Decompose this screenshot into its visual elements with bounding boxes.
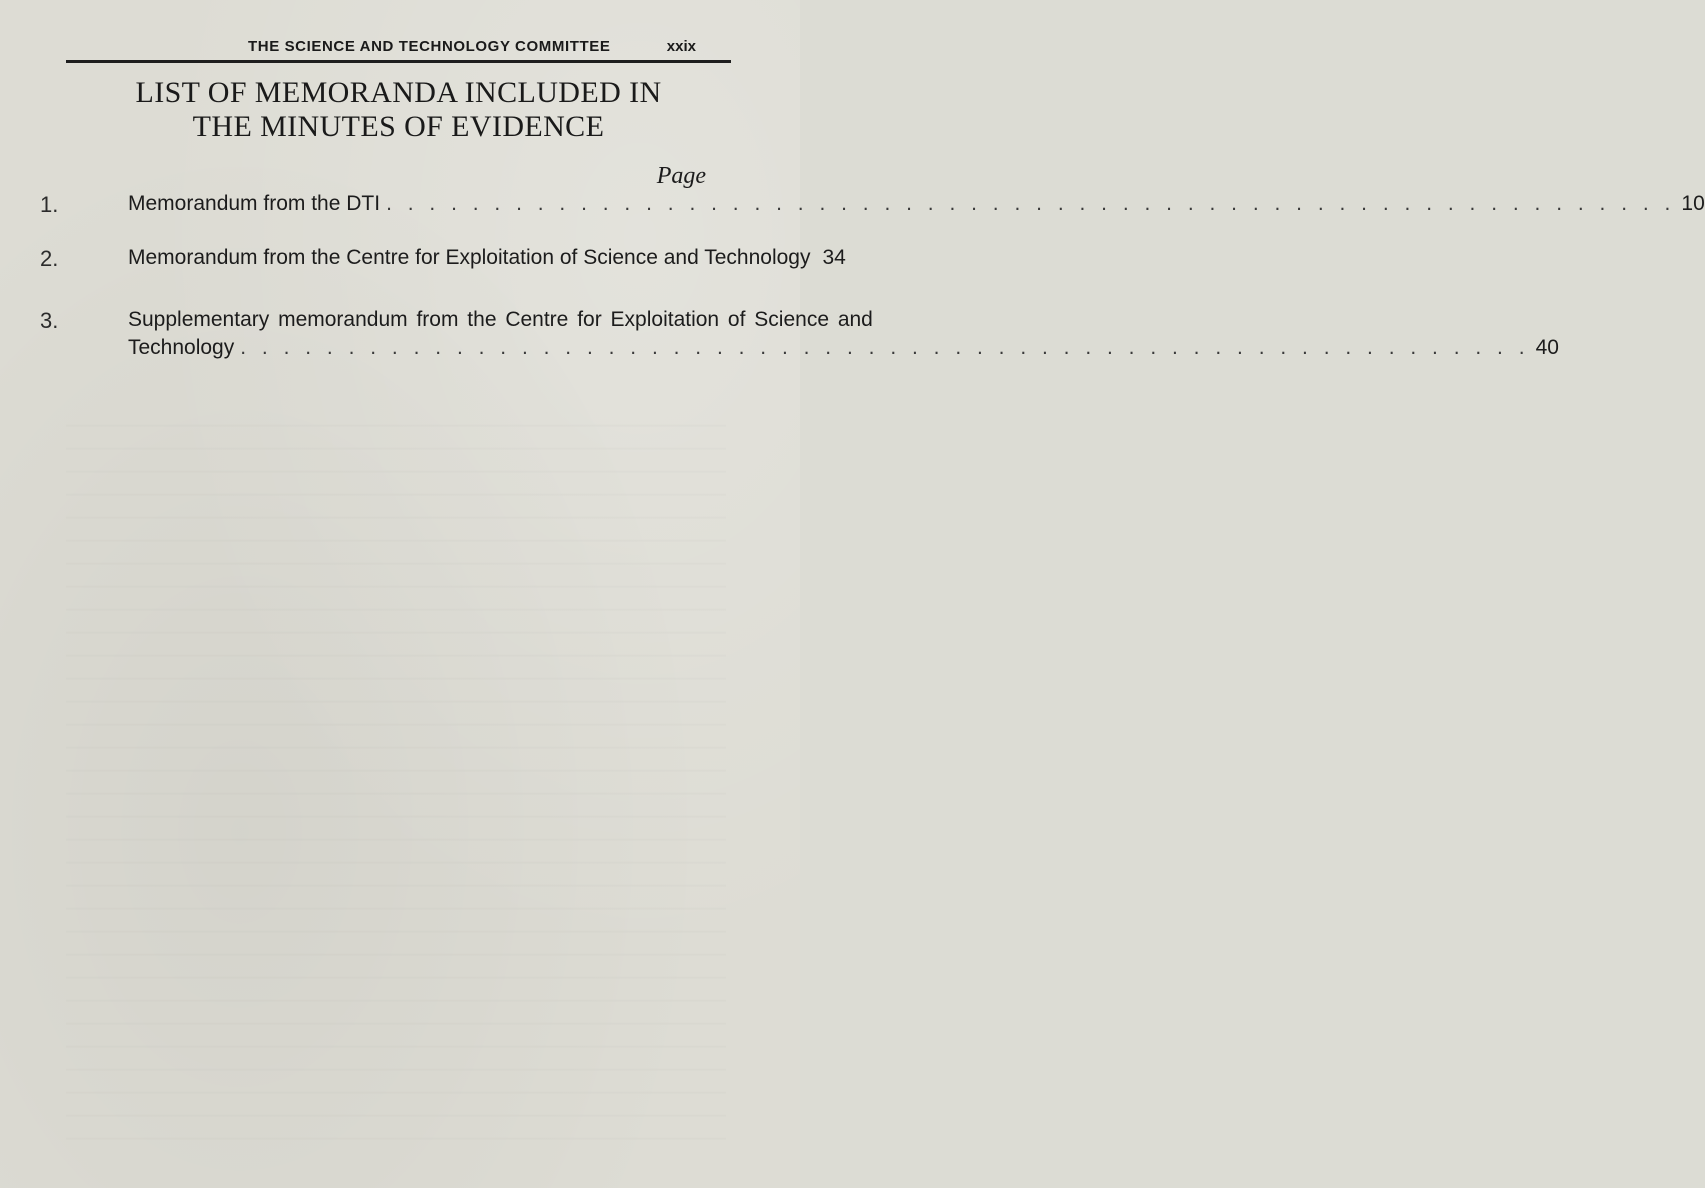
entry-number: 3. xyxy=(40,308,59,333)
page-number: xxix xyxy=(666,38,696,55)
list-item-continuation xyxy=(128,336,1559,360)
entry-number: 1. xyxy=(40,192,59,217)
entry-text: Memorandum from the DTI xyxy=(128,192,381,215)
dot-leader: . . . . . . . . . . . . . . . . . . . . . . . . . . . . . . . . . . . . . . . . . . . . . . . . . . . . . . . . . . . . xyxy=(386,192,1676,215)
entry-text: Technology xyxy=(128,336,235,359)
list-item xyxy=(128,192,1705,216)
entry-text: Supplementary memorandum from the Centre for Exploitation of Science and xyxy=(128,308,873,331)
page-title-line-2: THE MINUTES OF EVIDENCE xyxy=(192,110,605,143)
page-column-label: Page xyxy=(656,163,706,189)
header-rule xyxy=(66,60,731,63)
entry-page: 10 xyxy=(1681,192,1705,215)
page-title-line-1: LIST OF MEMORANDA INCLUDED IN xyxy=(135,76,662,109)
list-item xyxy=(128,308,873,332)
entry-page: 40 xyxy=(1535,336,1559,359)
dot-leader: . . . . . . . . . . . . . . . . . . . . . . . . . . . . . . . . . . . . . . . . . . . . . . . . . . . . . . . . . . . . xyxy=(240,336,1530,359)
show-through-texture xyxy=(66,420,726,1160)
entry-number: 2. xyxy=(40,246,59,271)
running-head: THE SCIENCE AND TECHNOLOGY COMMITTEE xyxy=(248,38,611,55)
list-item xyxy=(128,246,846,270)
entry-text: Memorandum from the Centre for Exploitation of Science and Technology xyxy=(128,246,811,269)
entry-page: 34 xyxy=(822,246,846,269)
